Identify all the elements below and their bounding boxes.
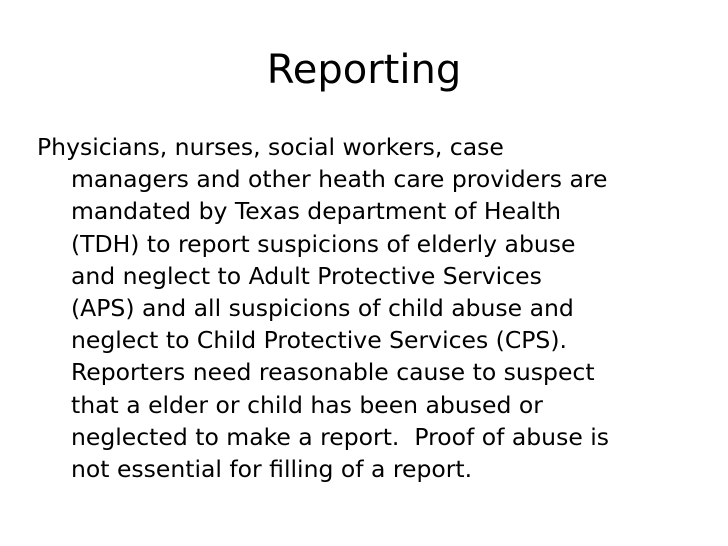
paragraph-line: not essential for filling of a report. bbox=[71, 455, 473, 484]
paragraph-line: (APS) and all suspicions of child abuse and bbox=[71, 294, 574, 323]
paragraph-line: neglected to make a report. Proof of abuse is bbox=[71, 422, 610, 451]
paragraph-line: (TDH) to report suspicions of elderly abuse bbox=[71, 229, 576, 258]
paragraph-line: that a elder or child has been abused or bbox=[71, 390, 543, 419]
paragraph-line: mandated by Texas department of Health bbox=[71, 197, 562, 226]
paragraph-line: Physicians, nurses, social workers, case bbox=[37, 133, 504, 161]
slide-body-paragraph bbox=[37, 131, 697, 485]
paragraph-line: Reporters need reasonable cause to suspect bbox=[71, 358, 595, 387]
paragraph-line: and neglect to Adult Protective Services bbox=[71, 261, 542, 290]
slide-title: Reporting bbox=[266, 47, 462, 93]
paragraph-line: neglect to Child Protective Services (CPS). bbox=[71, 326, 567, 355]
paragraph-line: managers and other heath care providers are bbox=[71, 165, 608, 194]
